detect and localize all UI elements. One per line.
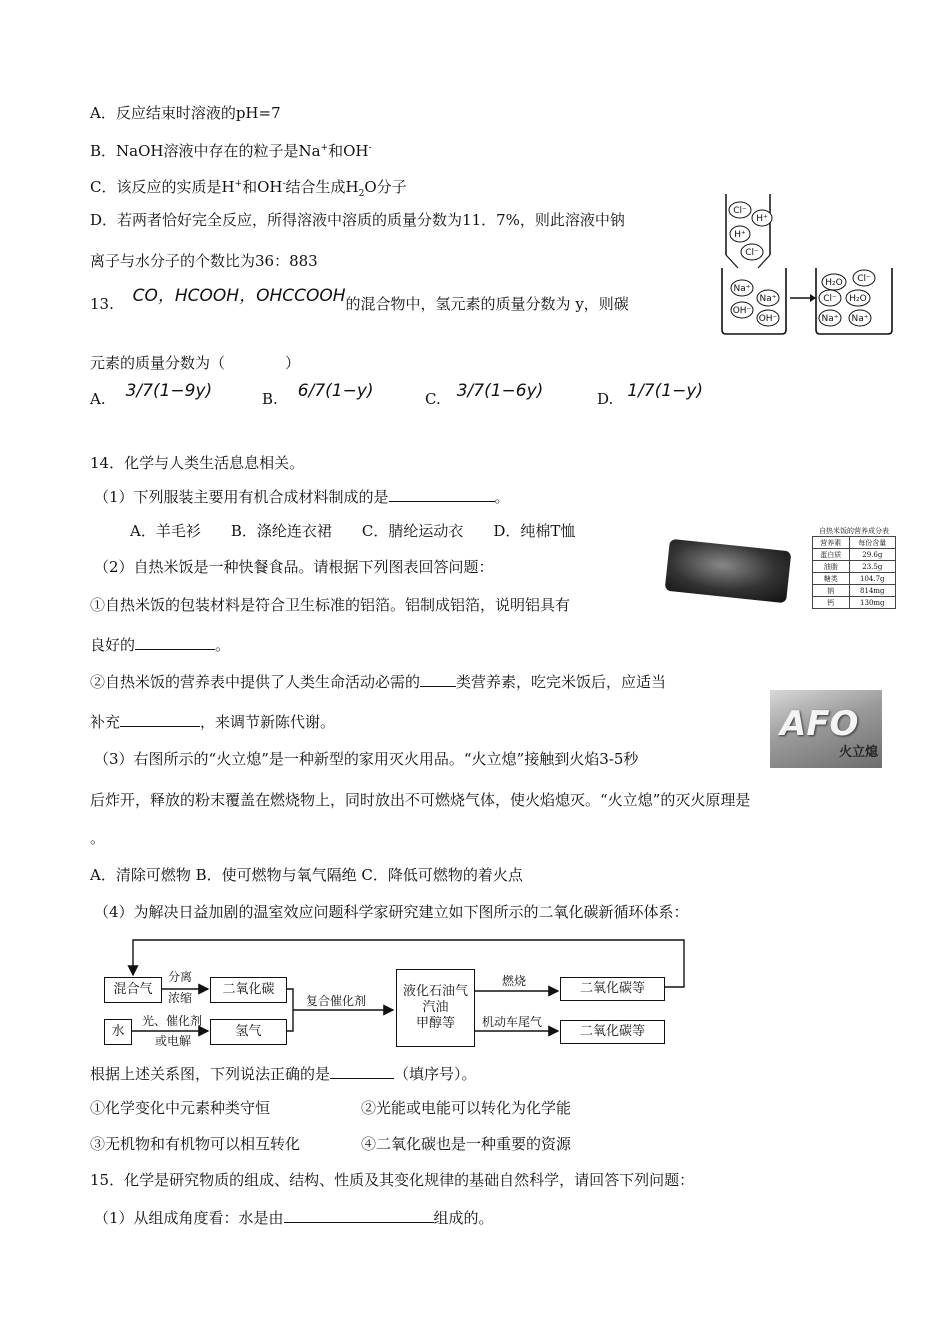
table-header-row: 营养素 每份含量 bbox=[813, 537, 896, 549]
node-mixed-gas: 混合气 bbox=[104, 977, 162, 1003]
svg-text:Cl⁻: Cl⁻ bbox=[857, 274, 871, 284]
q14-part3-line1: （3）右图所示的“火立熄”是一种新型的家用灭火用品。“火立熄”接触到火焰3-5秒 bbox=[94, 750, 639, 768]
svg-text:Na⁺: Na⁺ bbox=[821, 314, 839, 324]
answer-blank[interactable] bbox=[284, 1206, 434, 1223]
node-co2-etc-1: 二氧化碳等 bbox=[560, 977, 665, 1001]
label-electrolysis: 或电解 bbox=[155, 1034, 192, 1048]
table-row: 钙 130mg bbox=[813, 597, 896, 609]
q15-title: 15．化学是研究物质的组成、结构、性质及其变化规律的基础自然科学，请回答下列问题： bbox=[90, 1171, 695, 1189]
label-vehicle-exhaust: 机动车尾气 bbox=[482, 1015, 543, 1029]
q14-part2-2-line1: ②自热米饭的营养表中提供了人类生命活动必需的 类营养素，吃完米饭后，应适当 bbox=[90, 670, 666, 693]
svg-text:Cl⁻: Cl⁻ bbox=[745, 248, 759, 258]
q13-option-d: D. 1/7(1−y) bbox=[597, 381, 704, 408]
table-row: 油脂 23.5g bbox=[813, 561, 896, 573]
q12-option-d-line2: 离子与水分子的个数比为36：883 bbox=[90, 252, 318, 270]
q12-option-d-line1: D．若两者恰好完全反应，所得溶液中溶质的质量分数为11．7%，则此溶液中钠 bbox=[90, 211, 625, 229]
q12-option-b: B．NaOH溶液中存在的粒子是Na+和OH- bbox=[90, 142, 372, 160]
table-row: 蛋白质 29.6g bbox=[813, 549, 896, 561]
q14-part4-option-3: ③无机物和有机物可以相互转化 bbox=[90, 1135, 301, 1153]
q14-part3-line2: 后炸开，释放的粉末覆盖在燃烧物上，同时放出不可燃烧气体，使火焰熄灭。“火立熄”的灭火原理是 bbox=[90, 791, 751, 809]
q14-part2-2-line2: 补充 ，来调节新陈代谢。 bbox=[90, 710, 335, 733]
svg-text:Cl⁻: Cl⁻ bbox=[733, 206, 747, 216]
q14-part2-stem: （2）自热米饭是一种快餐食品。请根据下列图表回答问题： bbox=[94, 558, 494, 576]
node-co2-etc-2: 二氧化碳等 bbox=[560, 1020, 665, 1044]
label-light-catalyst: 光、催化剂 bbox=[142, 1014, 203, 1028]
q14-title: 14．化学与人类生活息息相关。 bbox=[90, 454, 305, 472]
svg-text:H⁺: H⁺ bbox=[756, 214, 768, 224]
q14-part1-stem: （1）下列服装主要用有机合成材料制成的是 。 bbox=[94, 485, 510, 508]
q14-part4-option-4: ④二氧化碳也是一种重要的资源 bbox=[361, 1135, 572, 1153]
q14-part4-question: 根据上述关系图，下列说法正确的是 （填序号）。 bbox=[90, 1062, 477, 1085]
node-co2: 二氧化碳 bbox=[210, 977, 287, 1003]
node-hydrogen: 氢气 bbox=[210, 1019, 287, 1045]
q13-stem-line1: 13. CO，HCOOH，OHCCOOH的混合物中，氢元素的质量分数为 y，则碳 bbox=[90, 286, 629, 313]
svg-text:OH⁻: OH⁻ bbox=[758, 314, 778, 324]
label-combustion: 燃烧 bbox=[502, 974, 527, 988]
nutrition-table-title: 自热米饭的营养成分表 bbox=[819, 527, 889, 535]
afo-logo-text: AFO bbox=[780, 704, 859, 744]
label-separate: 分离 bbox=[168, 970, 193, 984]
table-row: 糖类 104.7g bbox=[813, 573, 896, 585]
q13-option-b: B. 6/7(1−y) bbox=[262, 381, 374, 408]
q14-part2-1-line2: 良好的 。 bbox=[90, 633, 230, 656]
q13-option-a: A. 3/7(1−9y) bbox=[90, 381, 213, 408]
q14-part3-options: A．清除可燃物 B．使可燃物与氧气隔绝 C．降低可燃物的着火点 bbox=[90, 866, 523, 884]
q14-part4-option-2: ②光能或电能可以转化为化学能 bbox=[361, 1099, 572, 1117]
q14-part4-option-1: ①化学变化中元素种类守恒 bbox=[90, 1099, 271, 1117]
svg-text:H⁺: H⁺ bbox=[734, 230, 746, 240]
q13-stem-line2: 元素的质量分数为（ ） bbox=[90, 354, 301, 372]
svg-text:Na⁺: Na⁺ bbox=[733, 284, 751, 294]
answer-blank[interactable] bbox=[330, 1062, 394, 1079]
table-row: 钠 814mg bbox=[813, 585, 896, 597]
svg-text:Na⁺: Na⁺ bbox=[759, 294, 777, 304]
q13-option-c: C. 3/7(1−6y) bbox=[425, 381, 544, 408]
q12-option-c: C．该反应的实质是H+和OH-结合生成$H_2O$分子 bbox=[90, 178, 407, 199]
svg-text:Na⁺: Na⁺ bbox=[851, 314, 869, 324]
q15-part1: （1）从组成角度看：水是由 组成的。 bbox=[94, 1206, 494, 1229]
q14-part1-options: A．羊毛衫 B．涤纶连衣裙 C．腈纶运动衣 D．纯棉T恤 bbox=[130, 522, 576, 540]
svg-text:Cl⁻: Cl⁻ bbox=[823, 294, 837, 304]
q14-part4-stem: （4）为解决日益加剧的温室效应问题科学家研究建立如下图所示的二氧化碳新循环体系： bbox=[94, 903, 689, 921]
svg-text:H₂O: H₂O bbox=[849, 294, 867, 304]
q12-option-a: A．反应结束时溶液的pH=7 bbox=[90, 104, 281, 122]
label-concentrate: 浓缩 bbox=[168, 991, 193, 1005]
node-products: 液化石油气 汽油 甲醇等 bbox=[396, 969, 475, 1047]
svg-text:H₂O: H₂O bbox=[825, 278, 843, 288]
svg-text:OH⁻: OH⁻ bbox=[732, 306, 752, 316]
q14-part2-1-line1: ①自热米饭的包装材料是符合卫生标准的铝箔。铝制成铝箔，说明铝具有 bbox=[90, 596, 571, 614]
node-water: 水 bbox=[104, 1019, 132, 1045]
label-composite-catalyst: 复合催化剂 bbox=[306, 994, 367, 1008]
q14-part3-line3: 。 bbox=[90, 829, 106, 847]
afo-chinese-text: 火立熄 bbox=[838, 745, 878, 760]
